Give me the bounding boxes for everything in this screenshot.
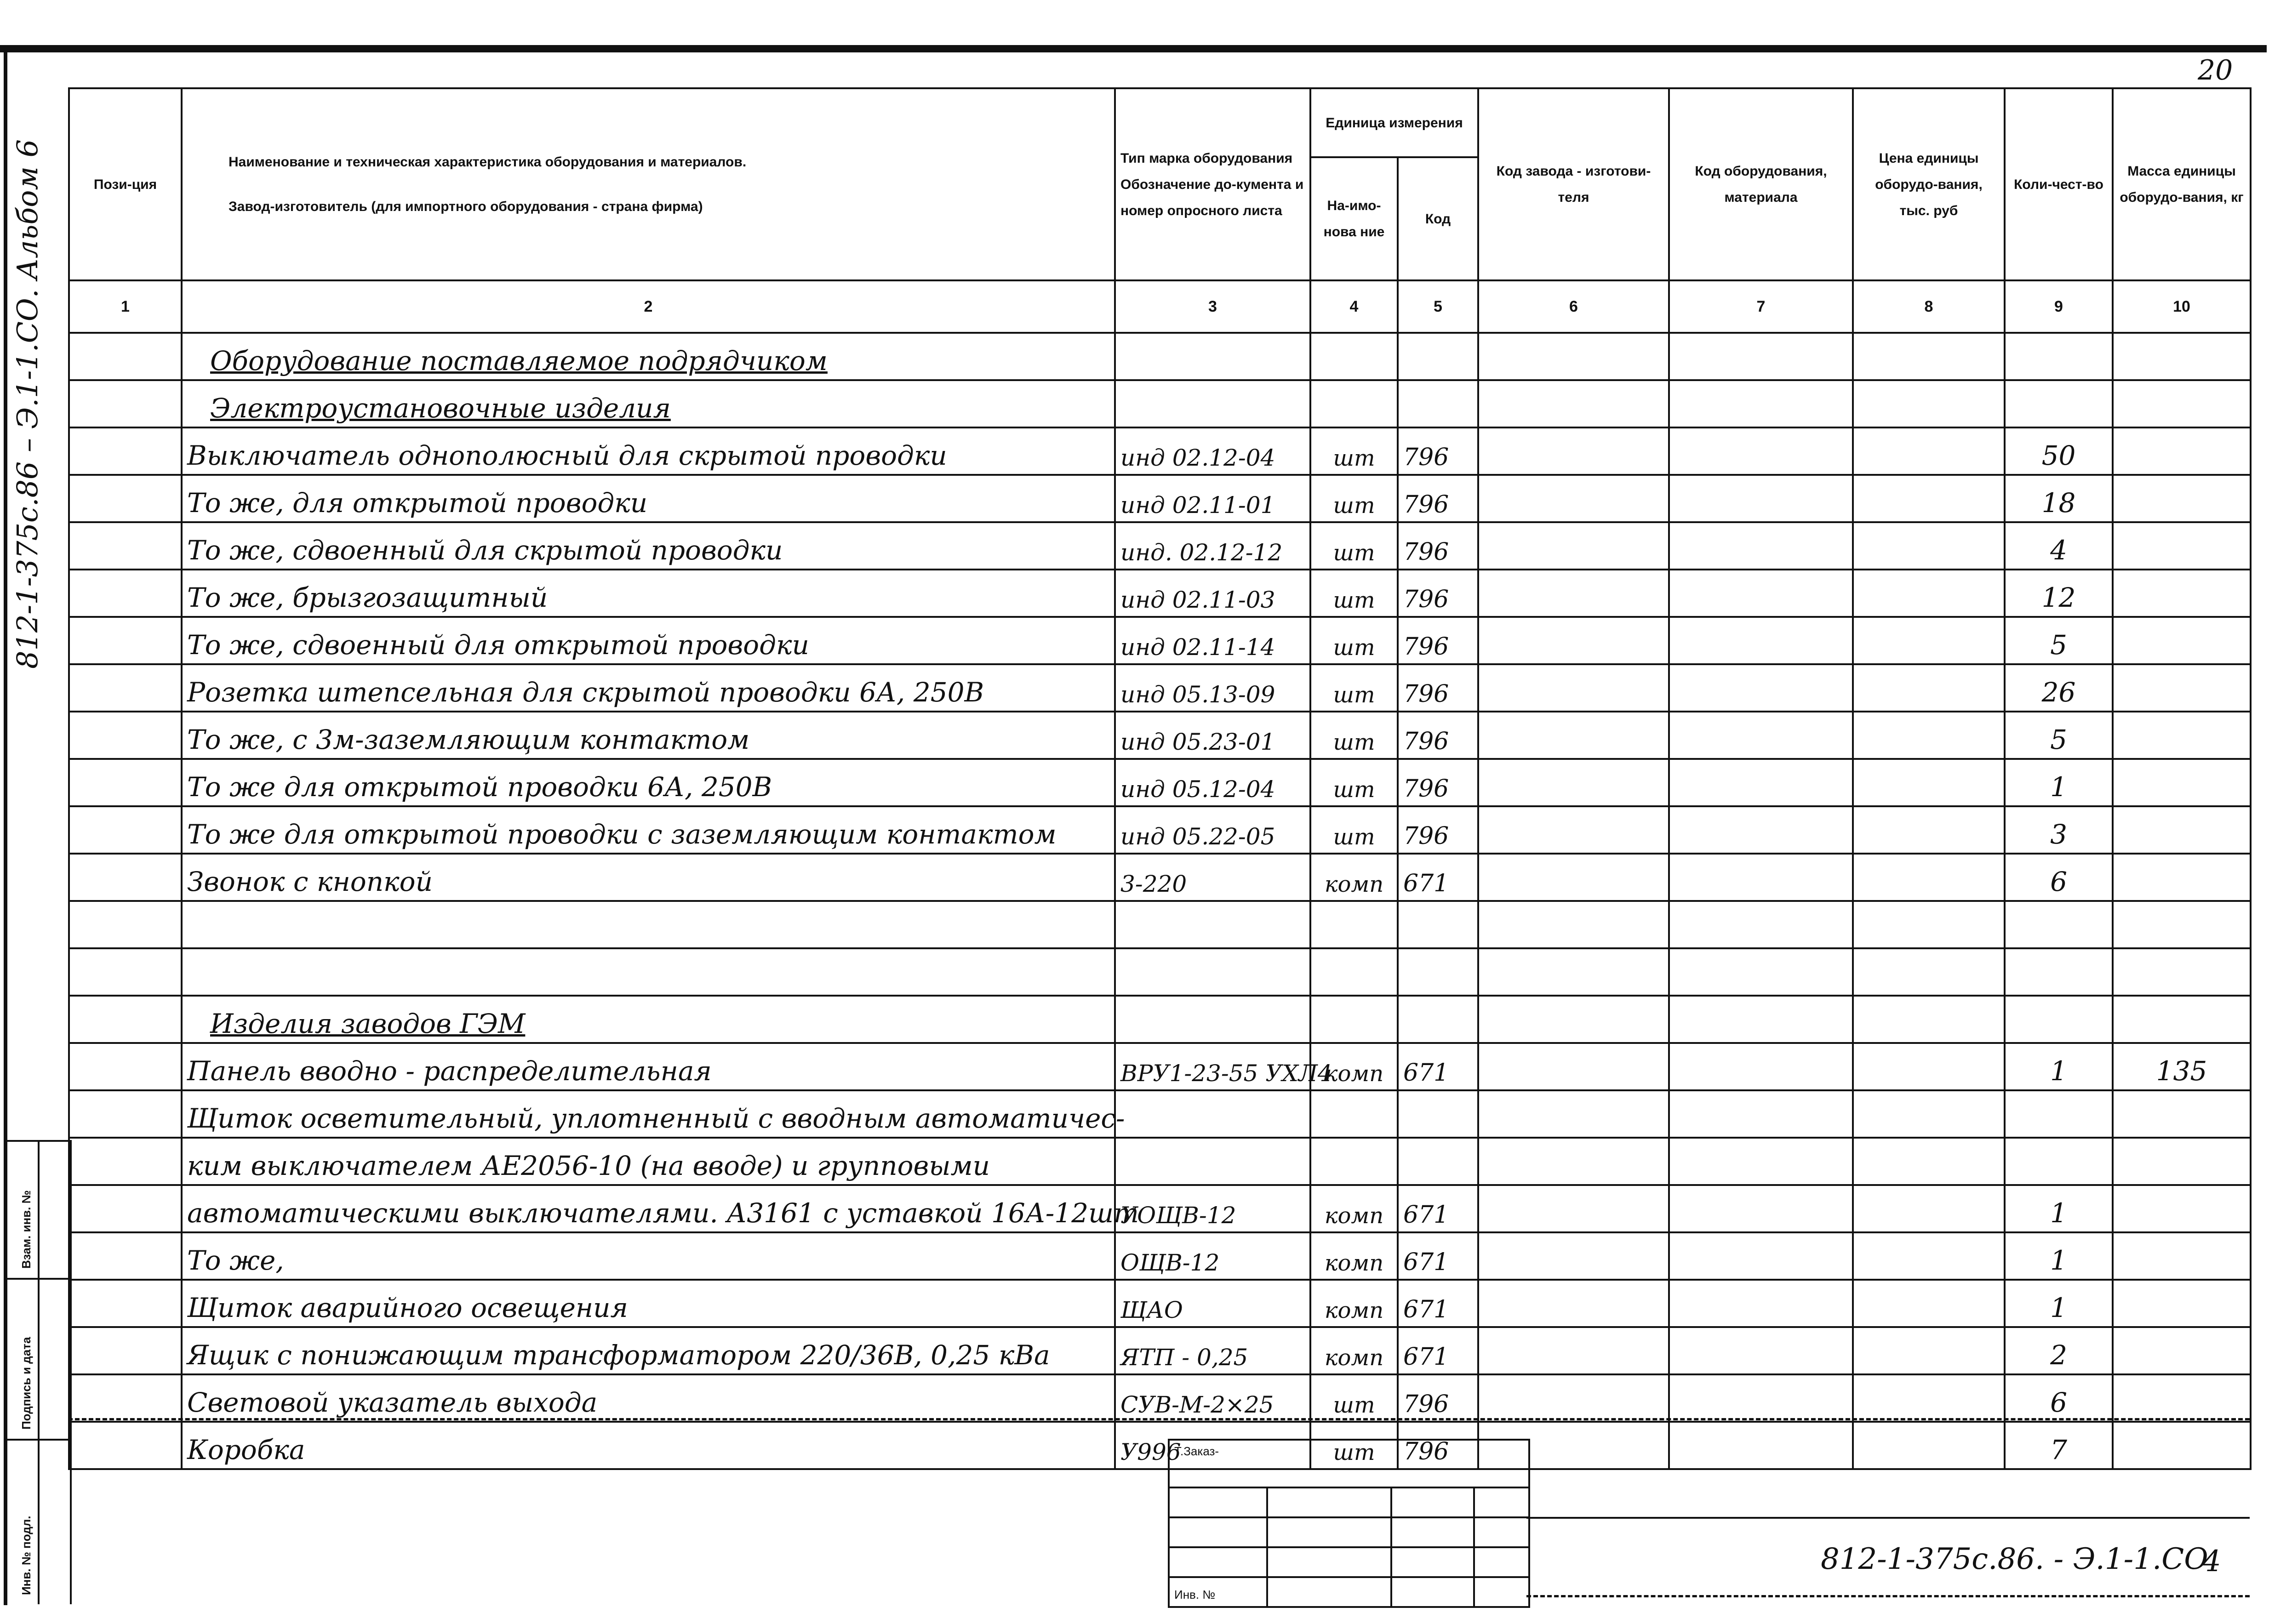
table-row (69, 475, 2251, 522)
cell-doc: инд 05.22-05 (1115, 806, 1310, 854)
cell-name: Оборудование поставляемое подрядчиком (182, 333, 1115, 380)
page-number: 20 (2198, 54, 2233, 86)
cell-code: 671 (1398, 1327, 1478, 1374)
table-row (69, 664, 2251, 712)
cell-qty: 5 (2005, 712, 2113, 759)
header-position: Пози-ция (69, 88, 182, 280)
cell-qty: 26 (2005, 664, 2113, 712)
table-row (69, 854, 2251, 901)
cell-code: 796 (1398, 664, 1478, 712)
cell-qty: 50 (2005, 427, 2113, 475)
cell-doc: УОЩВ-12 (1115, 1185, 1310, 1232)
order-stamp (1168, 1439, 1530, 1608)
cell-mass (2113, 427, 2251, 475)
cell-code: 796 (1398, 617, 1478, 664)
cell-doc: инд 02.11-01 (1115, 475, 1310, 522)
cell-mass (2113, 1185, 2251, 1232)
table-row (69, 1043, 2251, 1090)
cell-name: Щиток осветительный, уплотненный с вводным автоматичес- (182, 1090, 1115, 1138)
cell-qty: 2 (2005, 1327, 2113, 1374)
cell-unit: шт (1310, 806, 1398, 854)
cell-qty: 7 (2005, 1422, 2113, 1469)
table-row (69, 427, 2251, 475)
cell-name: Коробка (182, 1422, 1115, 1469)
table-row (69, 712, 2251, 759)
cell-unit: шт (1310, 617, 1398, 664)
blank-row (69, 901, 2251, 948)
left-stamp-signature: Подпись и дата (19, 1337, 33, 1430)
column-number: 10 (2113, 280, 2251, 333)
cell-mass: 135 (2113, 1043, 2251, 1090)
table-row (69, 806, 2251, 854)
cell-mass (2113, 759, 2251, 806)
cell-qty: 12 (2005, 570, 2113, 617)
cell-qty: 5 (2005, 617, 2113, 664)
cell-unit: комп (1310, 1043, 1398, 1090)
cell-doc (1115, 1138, 1310, 1185)
column-number: 3 (1115, 280, 1310, 333)
left-stamp-replace: Взам. инв. № (19, 1190, 33, 1269)
cell-doc: инд 05.23-01 (1115, 712, 1310, 759)
table-row (69, 1280, 2251, 1327)
cell-name: То же, сдвоенный для открытой проводки (182, 617, 1115, 664)
cell-doc: ЩАО (1115, 1280, 1310, 1327)
column-number: 2 (182, 280, 1115, 333)
column-number: 1 (69, 280, 182, 333)
cell-mass (2113, 1374, 2251, 1422)
cell-mass (2113, 1327, 2251, 1374)
side-document-code: 812-1-375с.86 – Э.1-1.СО. Альбом 6 (11, 139, 44, 669)
cell-unit: шт (1310, 1374, 1398, 1422)
cell-code: 796 (1398, 522, 1478, 570)
cell-code: 796 (1398, 475, 1478, 522)
header-unit-group: Единица измерения (1310, 88, 1478, 157)
document-number: 812-1-375с.86. - Э.1-1.СО (1821, 1542, 2208, 1576)
cell-name: Выключатель однополюсный для скрытой проводки (182, 427, 1115, 475)
cell-name: Ящик с понижающим трансформатором 220/36В, 0,25 кВа (182, 1327, 1115, 1374)
header-mass: Масса единицы оборудо-вания, кг (2113, 88, 2251, 280)
cell-name: Звонок с кнопкой (182, 854, 1115, 901)
column-number: 5 (1398, 280, 1478, 333)
cell-name: То же, (182, 1232, 1115, 1280)
cell-name: То же, с 3м-заземляющим контактом (182, 712, 1115, 759)
header-price: Цена единицы оборудо-вания, тыс. руб (1853, 88, 2005, 280)
title-block-bottom-line (1526, 1595, 2250, 1597)
cell-doc: инд 02.11-03 (1115, 570, 1310, 617)
table-row (69, 570, 2251, 617)
header-equipment-code: Код оборудования, материала (1669, 88, 1853, 280)
cell-name: ким выключателем АЕ2056-10 (на вводе) и групповыми (182, 1138, 1115, 1185)
table-row (69, 1232, 2251, 1280)
cell-unit: шт (1310, 1422, 1398, 1469)
cell-code: 671 (1398, 854, 1478, 901)
section-row (69, 333, 2251, 380)
cell-unit: шт (1310, 475, 1398, 522)
table-row (69, 1327, 2251, 1374)
cell-mass (2113, 475, 2251, 522)
cell-mass (2113, 1422, 2251, 1469)
cell-code (1398, 1090, 1478, 1138)
cell-name: То же, для открытой проводки (182, 475, 1115, 522)
table-row (69, 1090, 2251, 1138)
cell-mass (2113, 854, 2251, 901)
cell-unit (1310, 1090, 1398, 1138)
cell-qty: 1 (2005, 1280, 2113, 1327)
cell-code: 671 (1398, 1232, 1478, 1280)
specification-table (68, 87, 2252, 1470)
cell-mass (2113, 806, 2251, 854)
cell-qty: 1 (2005, 1043, 2113, 1090)
cell-code: 796 (1398, 712, 1478, 759)
cell-unit: шт (1310, 522, 1398, 570)
header-plant-code: Код завода - изготови-теля (1478, 88, 1669, 280)
cell-qty (2005, 1090, 2113, 1138)
sheet-number: 4 (2202, 1544, 2221, 1578)
header-name-line1: Наименование и техническая характеристика оборудования и материалов. (229, 154, 747, 170)
header-quantity: Коли-чест-во (2005, 88, 2113, 280)
cell-unit: шт (1310, 570, 1398, 617)
stamp-label-top: Т.Заказ- (1174, 1444, 1219, 1458)
cell-name: То же, сдвоенный для скрытой проводки (182, 522, 1115, 570)
cell-code: 671 (1398, 1043, 1478, 1090)
cell-doc: ВРУ1-23-55 УХЛ4 (1115, 1043, 1310, 1090)
cell-name: автоматическими выключателями. А3161 с уставкой 16А-12шт (182, 1185, 1115, 1232)
specification-body (69, 333, 2251, 1469)
cell-code: 796 (1398, 1374, 1478, 1422)
cell-doc: У996 (1115, 1422, 1310, 1469)
cell-name: Электроустановочные изделия (182, 380, 1115, 427)
header-unit-name: На-имо-нова ние (1310, 157, 1398, 280)
cell-mass (2113, 617, 2251, 664)
cell-unit: комп (1310, 1280, 1398, 1327)
header-unit-code: Код (1398, 157, 1478, 280)
cell-code: 671 (1398, 1280, 1478, 1327)
cell-qty: 6 (2005, 854, 2113, 901)
cell-name: Щиток аварийного освещения (182, 1280, 1115, 1327)
cell-code: 796 (1398, 427, 1478, 475)
cell-doc: ЯТП - 0,25 (1115, 1327, 1310, 1374)
table-row (69, 759, 2251, 806)
cell-qty: 1 (2005, 1232, 2113, 1280)
header-name (182, 88, 1115, 280)
table-row (69, 1422, 2251, 1469)
cell-name: То же для открытой проводки с заземляющим контактом (182, 806, 1115, 854)
column-number: 4 (1310, 280, 1398, 333)
cell-mass (2113, 1232, 2251, 1280)
cell-unit: шт (1310, 712, 1398, 759)
cell-qty: 1 (2005, 1185, 2113, 1232)
cell-name: Панель вводно - распределительная (182, 1043, 1115, 1090)
cell-mass (2113, 570, 2251, 617)
header-type: Тип марка оборудования Обозначение до-кумента и номер опросного листа (1115, 88, 1310, 280)
cell-code: 671 (1398, 1185, 1478, 1232)
section-row (69, 996, 2251, 1043)
cell-unit: комп (1310, 1185, 1398, 1232)
cell-doc: инд 02.11-14 (1115, 617, 1310, 664)
cell-name: Розетка штепсельная для скрытой проводки 6А, 250В (182, 664, 1115, 712)
left-stamp-inventory: Инв. № подл. (19, 1516, 33, 1595)
cell-unit: комп (1310, 854, 1398, 901)
title-block-line (1526, 1517, 2250, 1519)
cell-code: 796 (1398, 806, 1478, 854)
table-bottom-line (68, 1418, 2250, 1420)
cell-qty: 3 (2005, 806, 2113, 854)
column-number-row (69, 280, 2251, 333)
left-approval-stamp (6, 1140, 72, 1604)
cell-mass (2113, 1090, 2251, 1138)
cell-doc: инд 05.12-04 (1115, 759, 1310, 806)
table-row (69, 522, 2251, 570)
column-number: 7 (1669, 280, 1853, 333)
cell-unit: шт (1310, 664, 1398, 712)
table-row (69, 1138, 2251, 1185)
cell-qty: 18 (2005, 475, 2113, 522)
cell-qty: 4 (2005, 522, 2113, 570)
stamp-label-bottom: Инв. № (1174, 1588, 1216, 1601)
cell-code: 796 (1398, 759, 1478, 806)
cell-code: 796 (1398, 1422, 1478, 1469)
cell-qty: 6 (2005, 1374, 2113, 1422)
cell-mass (2113, 664, 2251, 712)
cell-mass (2113, 712, 2251, 759)
cell-doc: 3-220 (1115, 854, 1310, 901)
table-row (69, 1185, 2251, 1232)
section-row (69, 380, 2251, 427)
cell-unit: комп (1310, 1232, 1398, 1280)
top-border-line (0, 45, 2267, 52)
specification-table-wrap (68, 87, 2250, 1470)
cell-mass (2113, 522, 2251, 570)
cell-name: То же, брызгозащитный (182, 570, 1115, 617)
blank-row (69, 948, 2251, 996)
column-number: 6 (1478, 280, 1669, 333)
column-number: 8 (1853, 280, 2005, 333)
table-row (69, 1374, 2251, 1422)
table-row (69, 617, 2251, 664)
cell-mass (2113, 1138, 2251, 1185)
cell-unit (1310, 1138, 1398, 1185)
header-name-line2: Завод-изготовитель (для импортного оборудования - страна фирма) (229, 199, 703, 214)
cell-name: Световой указатель выхода (182, 1374, 1115, 1422)
cell-unit: комп (1310, 1327, 1398, 1374)
cell-qty (2005, 1138, 2113, 1185)
cell-doc: инд 02.12-04 (1115, 427, 1310, 475)
cell-doc: СУВ-М-2×25 (1115, 1374, 1310, 1422)
cell-unit: шт (1310, 427, 1398, 475)
cell-code: 796 (1398, 570, 1478, 617)
column-number: 9 (2005, 280, 2113, 333)
cell-doc: инд 05.13-09 (1115, 664, 1310, 712)
cell-mass (2113, 1280, 2251, 1327)
cell-doc (1115, 1090, 1310, 1138)
cell-unit: шт (1310, 759, 1398, 806)
cell-code (1398, 1138, 1478, 1185)
cell-name: То же для открытой проводки 6А, 250В (182, 759, 1115, 806)
cell-qty: 1 (2005, 759, 2113, 806)
cell-doc: инд. 02.12-12 (1115, 522, 1310, 570)
cell-doc: ОЩВ-12 (1115, 1232, 1310, 1280)
cell-name: Изделия заводов ГЭМ (182, 996, 1115, 1043)
